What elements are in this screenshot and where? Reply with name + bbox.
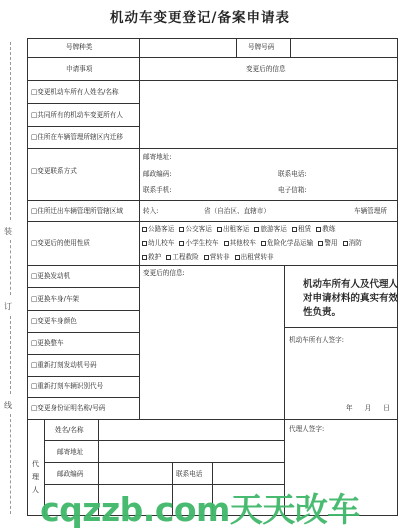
checkbox[interactable] [142, 241, 147, 246]
usage-option: 旅游客运 [260, 225, 287, 233]
label-plate-type: 号牌种类 [66, 43, 93, 51]
usage-option: 教练 [322, 225, 336, 233]
usage-option: 出租客运 [222, 225, 250, 233]
item-usage[interactable]: □变更后的使用性质 [31, 239, 90, 247]
watermark: cqzzb.com天天改车 [40, 490, 360, 529]
checkbox[interactable] [235, 255, 240, 260]
binding-mark-2: 订 [4, 302, 12, 311]
usage-option: 租赁 [297, 225, 312, 233]
usage-option: 幼儿校车 [148, 239, 175, 247]
binding-dash-3 [10, 316, 12, 394]
checkbox[interactable] [254, 227, 259, 232]
date-day: 日 [383, 404, 390, 412]
agent-name-label: 姓名/名称 [55, 426, 84, 434]
contact-mobile-field[interactable]: 联系手机: [143, 186, 172, 194]
item-move-in-area[interactable]: □住所在车辆管理所辖区内迁移 [31, 133, 123, 141]
item-engine[interactable]: □更换发动机 [31, 272, 71, 280]
changed-info-label: 变更后的信息: [143, 269, 185, 277]
usage-option: 营转非 [209, 253, 230, 261]
label-plate-number: 号牌号码 [248, 43, 275, 51]
move-out-province-label: 省（自治区、直辖市） [204, 207, 270, 215]
agent-signature-field[interactable]: 代理人签字: [289, 425, 325, 433]
item-color[interactable]: □变更车身颜色 [31, 317, 77, 325]
checkbox[interactable] [179, 241, 184, 246]
agent-side-char: 代 [32, 460, 39, 468]
contact-address-field[interactable]: 邮寄地址: [143, 153, 172, 161]
usage-option: 警用 [324, 239, 338, 247]
checkbox[interactable] [316, 227, 321, 232]
date-year: 年 [346, 404, 353, 412]
item-contact[interactable]: □变更联系方式 [31, 167, 77, 175]
checkbox[interactable] [343, 241, 348, 246]
usage-option-row-2[interactable] [142, 240, 362, 247]
label-item: 申请事项 [66, 65, 93, 73]
usage-option: 危险化学品运输 [267, 239, 314, 247]
date-month: 月 [364, 404, 372, 412]
move-out-office-label: 车辆管理所 [354, 207, 387, 215]
agent-postcode-label: 邮政编码 [57, 470, 84, 478]
form-title: 机动车变更登记/备案申请表 [110, 10, 290, 26]
checkbox[interactable] [261, 241, 266, 246]
checkbox[interactable] [292, 227, 297, 232]
agent-address-label: 邮寄地址 [57, 448, 84, 456]
checkbox[interactable] [142, 255, 147, 260]
item-owner-name[interactable]: □变更机动车所有人姓名/名称 [31, 88, 119, 96]
binding-dash-2 [10, 240, 12, 295]
usage-option: 出租营转非 [240, 253, 274, 261]
usage-option: 消防 [348, 239, 362, 247]
checkbox[interactable] [142, 227, 147, 232]
agent-side-char: 人 [32, 486, 39, 494]
contact-postcode-field[interactable]: 邮政编码: [143, 170, 172, 178]
usage-option: 救护 [148, 253, 162, 261]
binding-mark-3: 线 [4, 401, 12, 410]
owner-signature-field[interactable]: 机动车所有人签字: [289, 336, 344, 344]
contact-email-field[interactable]: 电子信箱: [278, 186, 307, 194]
usage-option: 小学生校车 [185, 239, 219, 247]
usage-option: 公交客运 [185, 225, 212, 233]
agent-phone-label: 联系电话 [176, 470, 203, 478]
binding-dash-1 [10, 42, 12, 220]
responsibility-notice: 机动车所有人及代理人对申请材料的真实有效性负责。 [303, 279, 399, 318]
checkbox[interactable] [224, 241, 229, 246]
agent-side-char: 理 [32, 473, 39, 481]
checkbox[interactable] [318, 241, 323, 246]
item-box[interactable]: □更换整车 [31, 339, 64, 347]
item-engine-number[interactable]: □重新打刻发动机号码 [31, 361, 97, 369]
item-body[interactable]: □更换车身/车架 [31, 295, 80, 303]
item-move-out[interactable]: □住所迁出车辆管理所管辖区域 [31, 207, 123, 215]
move-out-to-label: 转入: [143, 207, 159, 215]
checkbox[interactable] [179, 227, 184, 232]
usage-option-row-3[interactable] [142, 254, 274, 261]
usage-option-row-1[interactable] [142, 226, 335, 233]
contact-phone-field[interactable]: 联系电话: [278, 170, 307, 178]
checkbox[interactable] [204, 255, 209, 260]
usage-option: 公路客运 [148, 225, 175, 233]
checkbox[interactable] [166, 255, 171, 260]
usage-option: 其他校车 [229, 239, 256, 247]
item-co-owner[interactable]: □共同所有的机动车变更所有人 [31, 111, 123, 119]
usage-option: 工程救险 [172, 253, 199, 261]
owner-sign-date [346, 405, 390, 412]
checkbox[interactable] [217, 227, 222, 232]
label-changed-info: 变更后的信息 [246, 65, 286, 73]
item-id-number[interactable]: □变更身份证明名称/号码 [31, 404, 106, 412]
item-vin[interactable]: □重新打刻车辆识别代号 [31, 382, 104, 390]
binding-mark-1: 装 [4, 227, 12, 236]
